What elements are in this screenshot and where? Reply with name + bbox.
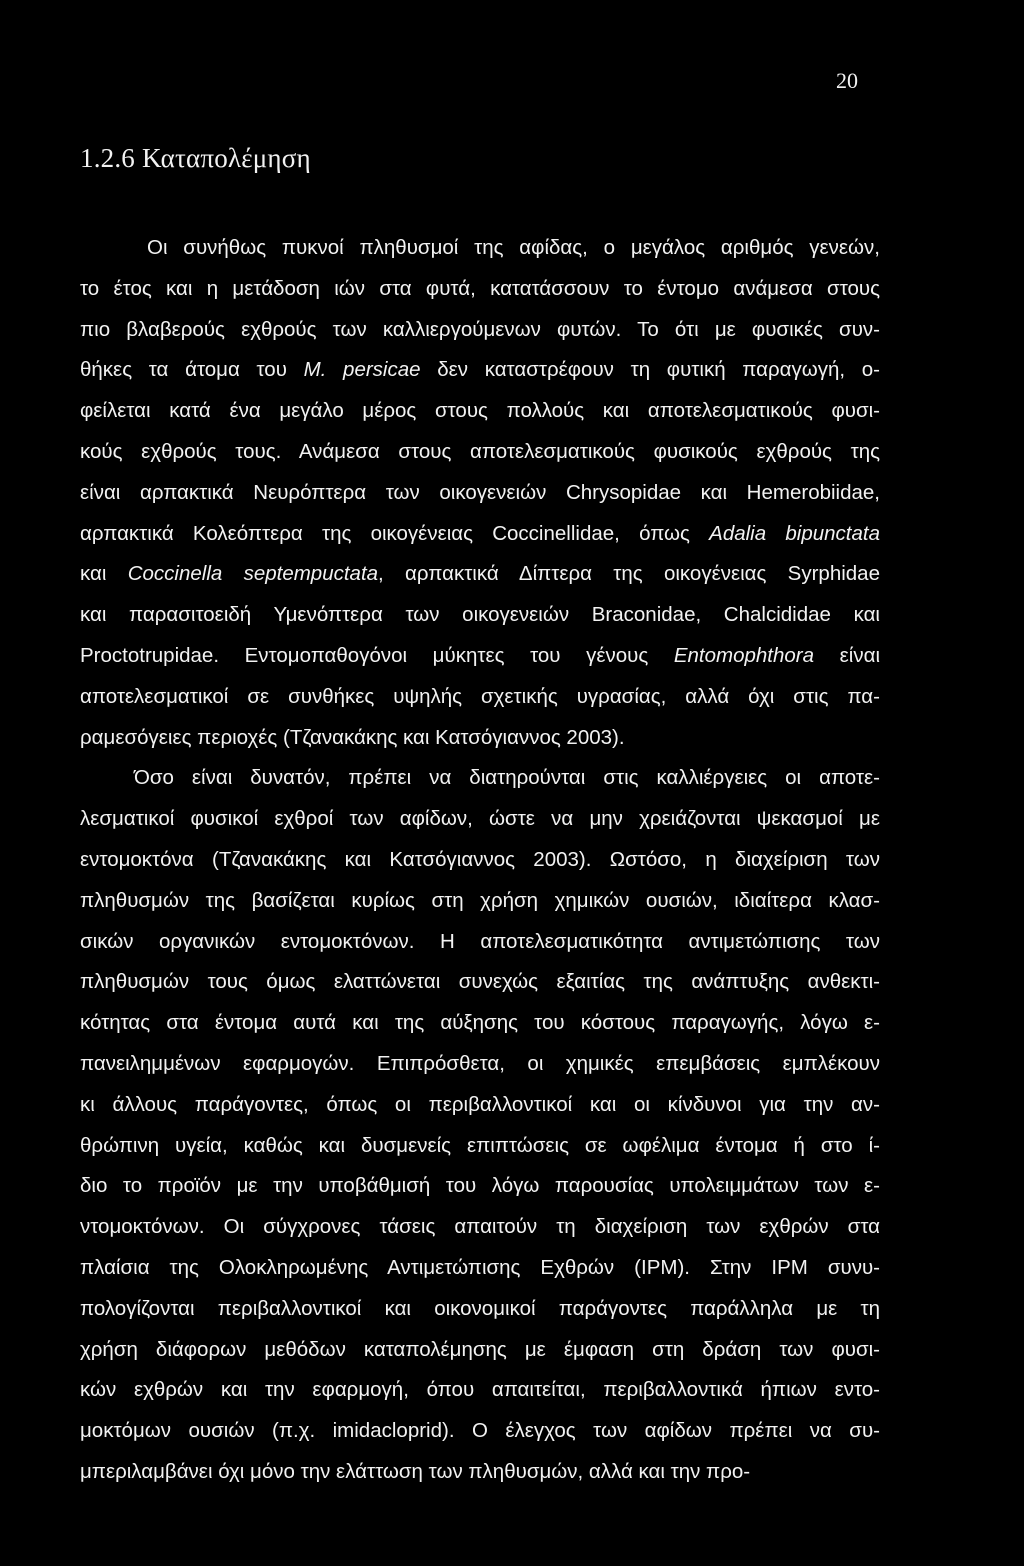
text-line bbox=[80, 391, 880, 432]
text-line bbox=[80, 1248, 880, 1289]
text-segment: θήκες τα άτομα του bbox=[80, 358, 304, 382]
text-segment: πληθυσμών της βασίζεται κυρίως στη χρήση χημικών ουσιών, ιδιαίτερα κλασ- bbox=[80, 888, 880, 912]
text-line bbox=[80, 677, 880, 718]
text-segment: και bbox=[80, 562, 128, 586]
text-segment: πληθυσμών τους όμως ελαττώνεται συνεχώς εξαιτίας της ανάπτυξης ανθεκτι- bbox=[80, 970, 880, 994]
text-segment: λεσματικοί φυσικοί εχθροί των αφίδων, ώστε να μην χρειάζονται ψεκασμοί με bbox=[80, 807, 880, 831]
italic-term: Entomophthora bbox=[673, 643, 815, 667]
text-line bbox=[80, 1085, 880, 1126]
text-segment: αποτελεσματικοί σε συνθήκες υψηλής σχετικής υγρασίας, αλλά όχι στις πα- bbox=[80, 684, 880, 708]
text-segment: το έτος και η μετάδοση ιών στα φυτά, κατατάσσουν το έντομο ανάμεσα στους bbox=[80, 276, 880, 300]
text-segment: κών εχθρών και την εφαρμογή, όπου απαιτείται, περιβαλλοντικά ήπιων εντο- bbox=[80, 1378, 880, 1402]
text-segment: μοκτόμων ουσιών (π.χ. imidacloprid). Ο έλεγχος των αφίδων πρέπει να συ- bbox=[80, 1419, 880, 1443]
text-line bbox=[80, 962, 880, 1003]
text-segment: ντομοκτόνων. Οι σύγχρονες τάσεις απαιτούν τη διαχείριση των εχθρών στα bbox=[80, 1215, 880, 1239]
text-segment: πλαίσια της Ολοκληρωμένης Αντιμετώπισης Εχθρών (IPM). Στην IPM συνυ- bbox=[80, 1255, 880, 1279]
text-line bbox=[80, 1207, 880, 1248]
text-line bbox=[80, 269, 880, 310]
italic-term: Adalia bipunctata bbox=[709, 521, 880, 545]
text-line bbox=[80, 636, 880, 677]
text-line bbox=[80, 1289, 880, 1330]
italic-term: Coccinella septempuctata bbox=[127, 562, 379, 586]
text-line bbox=[80, 1330, 880, 1371]
text-segment: Όσο είναι δυνατόν, πρέπει να διατηρούνται στις καλλιέργειες οι αποτε- bbox=[134, 766, 880, 790]
paragraph bbox=[80, 758, 880, 1492]
text-segment: χρήση διάφορων μεθόδων καταπολέμησης με έμφαση στη δράση των φυσι- bbox=[80, 1337, 880, 1361]
text-line bbox=[80, 350, 880, 391]
page-number: 20 bbox=[836, 68, 858, 93]
text-segment: και παρασιτοειδή Υμενόπτερα των οικογενειών Braconidae, Chalcididae και bbox=[80, 603, 880, 627]
text-line bbox=[80, 758, 880, 799]
text-line bbox=[80, 432, 880, 473]
body-text bbox=[80, 228, 880, 1493]
text-segment: Proctotrupidae. Εντομοπαθογόνοι μύκητες του γένους bbox=[80, 643, 674, 667]
text-segment: πανειλημμένων εφαρμογών. Επιπρόσθετα, οι χημικές επεμβάσεις εμπλέκουν bbox=[80, 1051, 880, 1075]
text-line bbox=[80, 840, 880, 881]
text-line bbox=[80, 554, 880, 595]
text-line bbox=[80, 514, 880, 555]
text-line bbox=[80, 922, 880, 963]
text-segment: μπεριλαμβάνει όχι μόνο την ελάττωση των πληθυσμών, αλλά και την προ- bbox=[80, 1459, 751, 1483]
text-segment: αρπακτικά Κολεόπτερα της οικογένειας Coccinellidae, όπως bbox=[80, 521, 710, 545]
text-segment: κι άλλους παράγοντες, όπως οι περιβαλλοντικοί και οι κίνδυνοι για την αν- bbox=[80, 1092, 880, 1116]
section-heading: 1.2.6 Καταπολέμηση bbox=[80, 143, 311, 173]
text-segment: , αρπακτικά Δίπτερα της οικογένειας Syrphidae bbox=[378, 562, 880, 586]
text-line bbox=[80, 595, 880, 636]
text-line bbox=[80, 718, 880, 759]
text-segment: είναι αρπακτικά Νευρόπτερα των οικογενειών Chrysopidae και Hemerobiidae, bbox=[80, 480, 880, 504]
text-segment: ραμεσόγειες περιοχές (Τζανακάκης και Κατσόγιαννος 2003). bbox=[80, 725, 625, 749]
text-line bbox=[80, 473, 880, 514]
text-segment: είναι bbox=[814, 643, 881, 667]
text-segment: θρώπινη υγεία, καθώς και δυσμενείς επιπτώσεις σε ωφέλιμα έντομα ή στο ί- bbox=[80, 1133, 880, 1157]
paragraph bbox=[80, 228, 880, 758]
text-segment: πολογίζονται περιβαλλοντικοί και οικονομικοί παράγοντες παράλληλα με τη bbox=[80, 1296, 880, 1320]
text-line bbox=[80, 1166, 880, 1207]
italic-term: Μ. persicae bbox=[303, 358, 421, 382]
text-segment: πιο βλαβερούς εχθρούς των καλλιεργούμενων φυτών. Το ότι με φυσικές συν- bbox=[80, 317, 880, 341]
text-line bbox=[80, 1044, 880, 1085]
text-segment: σικών οργανικών εντομοκτόνων. Η αποτελεσματικότητα αντιμετώπισης των bbox=[80, 929, 880, 953]
text-line bbox=[80, 881, 880, 922]
text-segment: κότητας στα έντομα αυτά και της αύξησης του κόστους παραγωγής, λόγω ε- bbox=[80, 1011, 880, 1035]
text-segment: διο το προϊόν με την υποβάθμισή του λόγω παρουσίας υπολειμμάτων των ε- bbox=[80, 1174, 880, 1198]
text-line bbox=[80, 1370, 880, 1411]
text-segment: εντομοκτόνα (Τζανακάκης και Κατσόγιαννος 2003). Ωστόσο, η διαχείριση των bbox=[80, 847, 880, 871]
text-segment: φείλεται κατά ένα μεγάλο μέρος στους πολλούς και αποτελεσματικούς φυσι- bbox=[80, 399, 880, 423]
text-line bbox=[80, 799, 880, 840]
text-line bbox=[80, 1003, 880, 1044]
text-line bbox=[80, 1411, 880, 1452]
text-line bbox=[80, 228, 880, 269]
text-line bbox=[80, 1452, 880, 1493]
text-line bbox=[80, 310, 880, 351]
text-segment: κούς εχθρούς τους. Ανάμεσα στους αποτελεσματικούς φυσικούς εχθρούς της bbox=[80, 439, 880, 463]
text-segment: Οι συνήθως πυκνοί πληθυσμοί της αφίδας, ο μεγάλος αριθμός γενεών, bbox=[147, 236, 880, 259]
text-segment: δεν καταστρέφουν τη φυτική παραγωγή, ο- bbox=[420, 358, 880, 382]
text-line bbox=[80, 1126, 880, 1167]
